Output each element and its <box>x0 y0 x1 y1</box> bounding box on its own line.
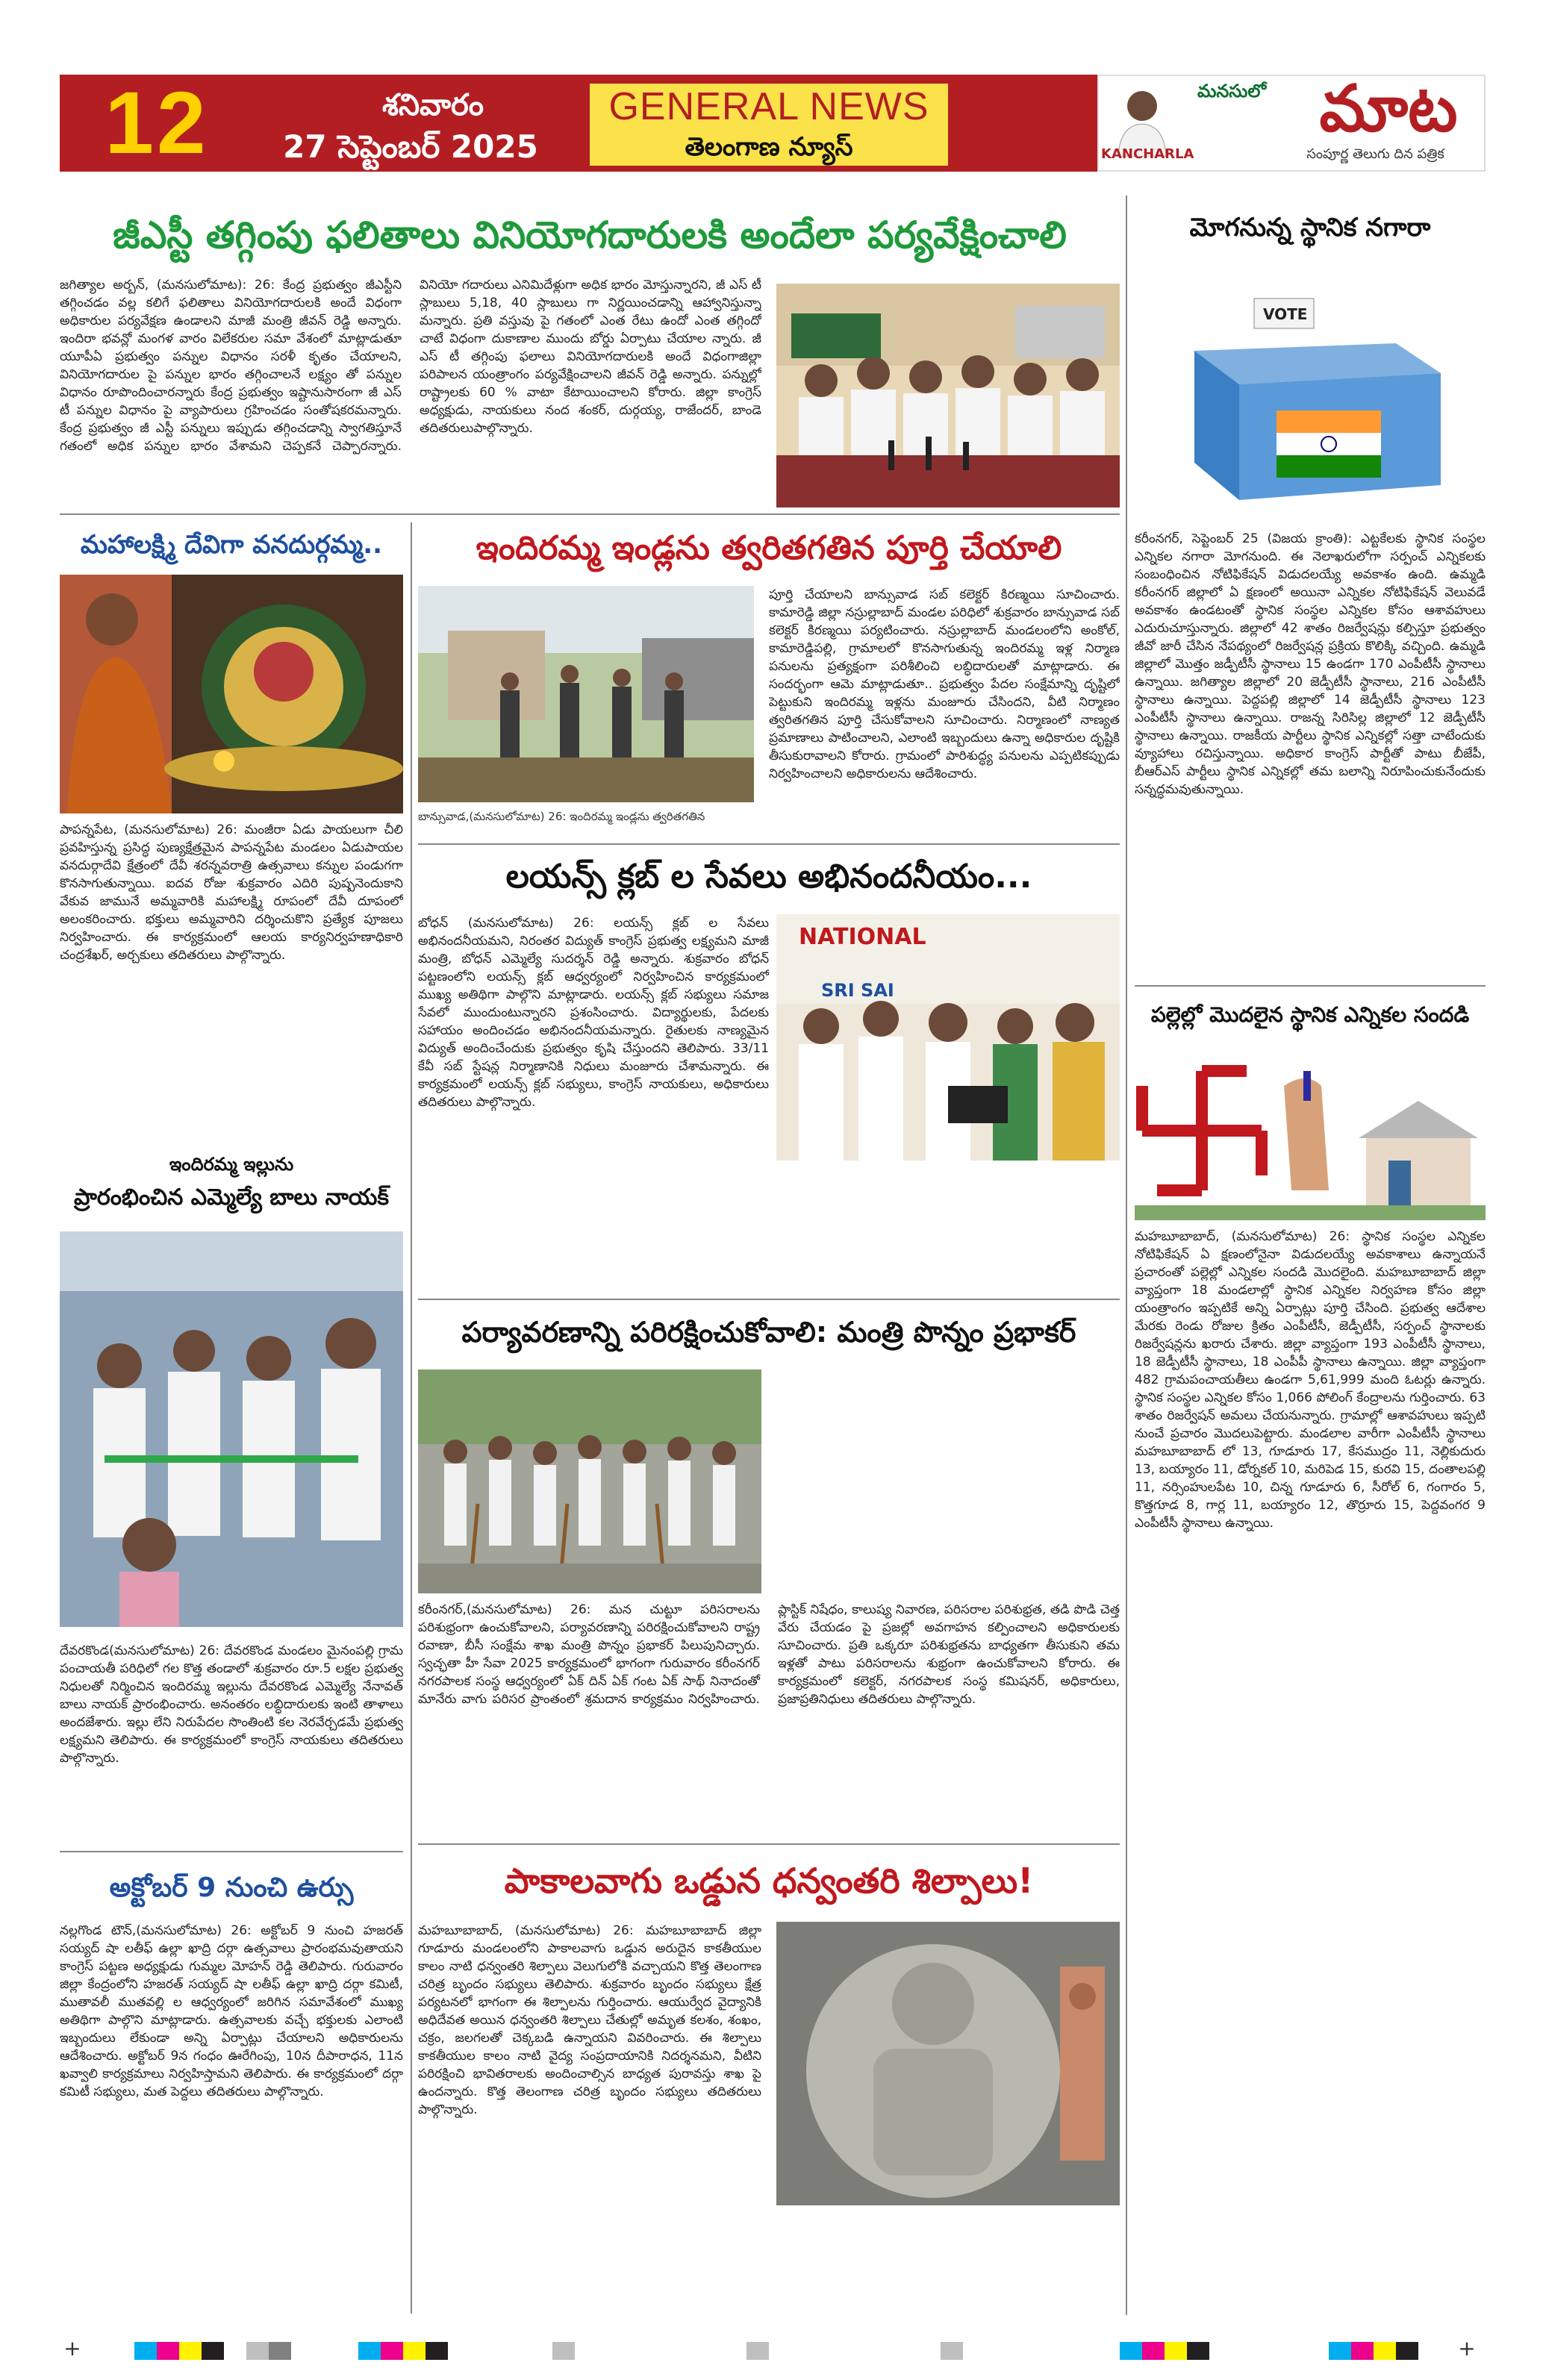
publisher-portrait-icon <box>1112 82 1172 157</box>
indiramma-houses-body: పూర్తి చేయాలని బాన్సువాడ సబ్ కలెక్టర్ కిరణ్మయి సూచించారు. కామారెడ్డి జిల్లా నస్రుల్లాబాద్ మండల పరిధిలో శుక్రవారం బాన్సువాడ సబ్ కలెక్టర్ కిరణ్మయి పర్యటించారు. నస్రుల్లాబాద్ మండలంలోని అంకోల్, కామారెడ్డిపల్లి, గ్రామాలలో కొనసాగుతున్న ఇందిరమ్మ ఇళ్ల నిర్మాణ పనులను ప్రత్యక్షంగా పరిశీలించి లబ్ధిదారులతో మాట్లాడారు. ఈ సందర్భంగా ఆమె మాట్లాడుతూ.. ప్రభుత్వం పేదల సంక్షేమాన్ని దృష్టిలో పెట్టుకుని ఇందిరమ్మ ఇళ్లను మంజూరు చేసిందని, వీటి నిర్మాణం త్వరితగతిన పూర్తి చేసుకోవాలని సూచించారు. నిర్మాణంలో నాణ్యత ప్రమాణాలు పాటించాలని, ఎలాంటి ఇబ్బందులు ఉన్నా అధికారుల దృష్టికి తీసుకురావాలని కోరారు. గ్రామంలో పారిశుద్ధ్య పనులను ఎప్పటికప్పుడు నిర్వహించాలని అధికారులను ఆదేశించారు. <box>769 587 1120 781</box>
house-inspection-photo <box>418 586 754 802</box>
section-subtitle: తెలంగాణ న్యూస్ <box>685 132 853 162</box>
logo-name: KANCHARLA <box>1101 146 1194 162</box>
section-title: GENERAL NEWS <box>608 85 929 128</box>
pakala-headline: పాకాలవాగు ఒడ్డున ధన్వంతరి శిల్పాలు! <box>504 1861 1034 1901</box>
pakala-body: మహబూబాబాద్, (మనసులోమాట) 26: మహబూబాబాద్ జిల్లా గూడూరు మండలంలోని పాకాలవాగు ఒడ్డున అరుదైన కాకతీయుల కాలం నాటి ధన్వంతరి శిల్పాలు వెలుగులోకి వచ్చాయని కొత్త తెలంగాణ చరిత్ర బృందం సభ్యులు తెలిపారు. శుక్రవారం బృందం సభ్యులు క్షేత్ర పర్యటనలో భాగంగా ఈ శిల్పాలను గుర్తించారు. ఆయుర్వేద వైద్యానికి అధిదేవత అయిన ధన్వంతరి శిల్పాలు చేతుల్లో అమృత కలశం, శంఖం, చక్రం, జలగలతో చెక్కబడి ఉన్నాయని వివరించారు. ఈ శిల్పాలు కాకతీయుల కాలం నాటి వైద్య సంప్రదాయానికి నిదర్శనమని, వీటిని పరిరక్షించి భావితరాలకు అందించాల్సిన బాధ్యత పురావస్తు శాఖ పై ఉందన్నారు. కొత్త తెలంగాణ చరిత్ర బృందం సభ్యులు తదితరులు పాల్గొన్నారు. <box>418 1923 761 2117</box>
indiramma-mla-body: దేవరకొండ(మనసులోమాట) 26: దేవరకొండ మండలం మైనంపల్లి గ్రామ పంచాయతీ పరిధిలో గల కొత్త తండాలో శుక్రవారం రూ.5 లక్షల ప్రభుత్వ నిధులతో నిర్మించిన ఇందిరమ్మ ఇల్లును దేవరకొండ ఎమ్మెల్యే నేనావత్ బాలు నాయక్ ప్రారంభించారు. అనంతరం లబ్ధిదారులకు ఇంటి తాళాలు అందజేశారు. ఇల్లు లేని నిరుపేదల సొంతింటి కల నెరవేర్చడమే ప్రభుత్వ లక్ష్యమని తెలిపారు. ఈ కార్యక్రమంలో కాంగ్రెస్ నాయకులు తదితరులు పాల్గొన్నారు. <box>60 1643 403 1766</box>
indiramma-houses-caption: బాన్సువాడ,(మనసులోమాట) 26: ఇందిరమ్మ ఇండ్లను త్వరితగతిన <box>418 810 705 823</box>
row-rule-3 <box>418 1299 1120 1300</box>
gst-headline: జీఎస్టీ తగ్గింపు ఫలితాలు వినియోగదారులకి అందేలా పర్యవేక్షించాలి <box>113 213 1067 257</box>
indiramma-mla-headline: ప్రారంభించిన ఎమ్మెల్యే బాలు నాయక్ <box>74 1184 389 1211</box>
logo-small-text: మనసులో <box>1197 81 1267 101</box>
gst-body: జగిత్యాల అర్బన్, (మనసులోమాట): 26: కేంద్ర ప్రభుత్వం జీఎస్టీని తగ్గించడం వల్ల కలిగే ఫలితాలు వినియోగదారులకి అందే విధంగా అధికారుల పర్యవేక్షణ ఉండాలని మాజీ మంత్రి జీవన్ రెడ్డి అన్నారు. ఇందిరా భవన్లో మంగళ వారం విలేకరుల సమా వేశంలో మాట్లాడుతూ యూపీఏ ప్రభుత్వం పన్నుల విధానం సరళీ కృతం చేయాలని, వినియోగదారుల పై పన్నుల భారం తగ్గించాలనే లక్ష్యం తో పన్నుల విధానం రూపొందించారన్నారు కేంద్ర ప్రభుత్వం ఇష్టానుసారంగా జీ ఎస్ టీ పన్నుల విధానం పై వ్యాపారులు గ్రహించడం సంతోషకరమన్నారు. కేంద్ర ప్రభుత్వం జీ ఎస్టీ పన్నులు ఇప్పుడు తగ్గించడాన్ని స్వాగతిస్తూనే గతంలో అధిక పన్నుల భారం వేశామని చెప్పకనే చెప్పారన్నారు. వినియో గదారులు ఎనిమిదేళ్లుగా అధిక భారం మోస్తున్నారని, జీ ఎస్ టీ స్లాబులు 5,18, 40 స్లాబులు గా నిర్ణయించడాన్ని ఆహ్వానిస్తున్నా మన్నారు. ప్రతి వస్తువు పై గతంలో ఎంత రేటు ఉందో ఎంత తగ్గిందో చాటే విధంగా దుకాణాల ముందు బోర్డు ఏర్పాటు చేయాల న్నారు. జీ ఎస్ టీ తగ్గింపు ఫలాలు వినియోగదారులకి అందే విధంగాజిల్లా పరిపాలన యంత్రాంగం పర్యవేక్షించాలని జీవన్ రెడ్డి అన్నారు. పన్నుల్లో రాష్ట్రాలకు 60 % వాటా కేటాయించాలని కోరారు. జిల్లా కాంగ్రెస్ అధ్యక్షుడు, నాయకులు నంద శంకర్, దుర్గయ్య, రాజేందర్, బాండె తదితరులుపాల్గొన్నారు. <box>60 278 761 454</box>
row-rule-1 <box>60 513 1120 515</box>
dhanvantari-sculpture-photo <box>776 1922 1120 2205</box>
row-rule-6 <box>1135 985 1486 987</box>
lions-headline: లయన్స్ క్లబ్ ల సేవలు అభినందనీయం... <box>505 858 1032 896</box>
environment-headline: పర్యావరణాన్ని పరిరక్షించుకోవాలి: మంత్రి పొన్నం ప్రభాకర్ <box>461 1316 1076 1349</box>
house-opening-photo <box>60 1231 403 1627</box>
page-number: 12 <box>105 74 209 172</box>
row-rule-4 <box>418 1843 1120 1845</box>
lions-body-cont <box>776 1168 1120 1291</box>
indiramma-houses-headline: ఇందిరమ్మ ఇండ్లను త్వరితగతిన పూర్తి చేయాలి <box>476 529 1062 567</box>
vanadurgamma-photo <box>60 575 403 813</box>
local-city-body: కరీంనగర్, సెప్టెంబర్ 25 (విజయ క్రాంతి): ఎట్టకేలకు స్థానిక సంస్థల ఎన్నికల నగారా మోగనుంది. ఈ నెలాఖరులోగా సర్పంచ్ ఎన్నికలకు సంబంధించిన నోటిఫికేషన్ విడుదలయ్యే అవకాశం ఉంది. ఉమ్మడి కరీంనగర్ జిల్లాలో ఏ క్షణంలో అయినా ఎన్నికల నోటిఫికేషన్ వెలువడే అవకాశం ఉండటంతో స్థానిక సంస్థల ఎన్నికల కోసం ఆశావహులు ఎదురుచూస్తున్నారు. జిల్లాలో 42 శాతం రిజర్వేషన్లు కల్పిస్తూ ప్రభుత్వం జీవో జారీ చేసిన నేపథ్యంలో రిజర్వేషన్ల ప్రక్రియ కొలిక్కి వచ్చింది. ఉమ్మడి జిల్లాలో మొత్తం జడ్పీటీసీ స్థానాలు 15 ఉండగా 170 ఎంపీటీసీ స్థానాలు ఉన్నాయి. జగిత్యాల జిల్లాలో 20 జెడ్పీటీసీ స్థానాలు, 216 ఎంపీటీసీ స్థానాలు ఉన్నాయి. పెద్దపల్లి జిల్లాలో 14 జెడ్పీటీసీ స్థానాలు 123 ఎంపీటీసీ స్థానాలు ఉన్నాయి. రాజన్న సిరిసిల్ల జిల్లాలో 12 జెడ్పీటీసీ స్థానాలు ఉన్నాయి. రాజకీయ పార్టీలు స్థానిక ఎన్నికల్లో సత్తా చాటేందుకు వ్యూహాలు రచిస్తున్నాయి. అధికార కాంగ్రెస్ పార్టీతో పాటు బీజేపీ, బీఆర్ఎస్ పార్టీలు స్థానిక ఎన్నికల్లో తమ బలాన్ని నిరూపించుకునేందుకు సన్నద్ధమవుతున్నాయి. <box>1135 531 1486 797</box>
banner-text-3: SRI SAI <box>821 980 894 1001</box>
column-rule-right <box>1126 196 1127 2315</box>
gst-press-meet-photo <box>776 284 1120 507</box>
mahalakshmi-headline: మహాలక్ష్మి దేవిగా వనదుర్గమ్మ.. <box>80 530 383 560</box>
ballot-label: VOTE <box>1263 305 1308 323</box>
banner-text-1: NATIONAL <box>799 924 926 950</box>
row-rule-2 <box>418 843 1120 845</box>
column-rule-left <box>411 522 412 2314</box>
local-city-headline: మోగనున్న స్థానిక నగారా <box>1189 213 1431 243</box>
october9-body: నల్లగొండ టౌన్,(మనసులోమాట) 26: అక్టోబర్ 9 నుంచి హజరత్ సయ్యద్ షా లతీఫ్ ఉల్లా ఖాద్రి దర్గా ఉత్సవాలు ప్రారంభమవుతాయని కాంగ్రెస్ పట్టణ అధ్యక్షుడు గుమ్మల మోహన్ రెడ్డి తెలిపారు. గురువారం జిల్లా కేంద్రంలోని హజరత్ సయ్యద్ షా లతీఫ్ ఉల్లా ఖాద్రి దర్గా కమిటీ, ముతావలీ ముతవల్లి ల ఆధ్వర్యంలో జరిగిన సమావేశంలో ముఖ్య అతిథిగా పాల్గొని మాట్లాడారు. ఉత్సవాలకు వచ్చే భక్తులకు ఎలాంటి ఇబ్బందులు లేకుండా అన్ని ఏర్పాట్లు చేయాలని అధికారులను ఆదేశించారు. అక్టోబర్ 9న గంధం ఊరేగింపు, 10న దీపారాధన, 11న ఖవ్వాలి కార్యక్రమాలు నిర్వహిస్తామని తెలిపారు. ఈ కార్యక్రమంలో దర్గా కమిటీ సభ్యులు, మత పెద్దలు తదితరులు పాల్గొన్నారు. <box>60 1923 403 2099</box>
villages-headline: పల్లెల్లో మొదలైన స్థానిక ఎన్నికల సందడి <box>1150 1002 1470 1027</box>
registration-mark-left: + <box>63 2336 81 2361</box>
registration-mark-right: + <box>1458 2336 1476 2361</box>
lions-club-photo <box>776 914 1120 1161</box>
ballot-box-illustration <box>1135 261 1486 522</box>
issue-date: 27 సెప్టెంబర్ 2025 <box>283 128 538 165</box>
row-rule-5 <box>60 1851 403 1852</box>
issue-day: శనివారం <box>382 88 484 122</box>
environment-body: కరీంనగర్,(మనసులోమాట) 26: మన చుట్టూ పరిసరాలను పరిశుభ్రంగా ఉంచుకోవాలని, పర్యావరణాన్ని పరిరక్షించుకోవాలని రాష్ట్ర రవాణా, బీసీ సంక్షేమ శాఖ మంత్రి పొన్నం ప్రభాకర్ పిలుపునిచ్చారు. స్వచ్ఛతా హీ సేవా 2025 కార్యక్రమంలో భాగంగా గురువారం కరీంనగర్ నగరపాలక సంస్థ ఆధ్వర్యంలో ఏక్ దిన్ ఏక్ గంట ఏక్ సాథ్ నినాదంతో మానేరు వాగు పరిసర ప్రాంతంలో శ్రమదాన కార్యక్రమం నిర్వహించారు. ప్లాస్టిక్ నిషేధం, కాలుష్య నివారణ, పరిసరాల పరిశుభ్రత, తడి పొడి చెత్త వేరు చేయడం పై ప్రజల్లో అవగాహన కల్పించాలని అధికారులకు సూచించారు. ప్రతి ఒక్కరూ పరిశుభ్రతను బాధ్యతగా తీసుకుని తమ ఇళ్లతో పాటు పరిసరాలను శుభ్రంగా ఉంచుకోవాలని కోరారు. ఈ కార్యక్రమంలో కలెక్టర్, నగరపాలక సంస్థ కమిషనర్, అధికారులు, ప్రజాప్రతినిధులు తదితరులు పాల్గొన్నారు. <box>418 1602 1120 1707</box>
logo-tagline: సంపూర్ణ తెలుగు దిన పత్రిక <box>1306 146 1444 162</box>
logo-main-text: మాట <box>1319 72 1458 146</box>
mahalakshmi-body: పాపన్నపేట, (మనసులోమాట) 26: మంజీరా ఏడు పాయలుగా చీలి ప్రవహిస్తున్న ప్రసిద్ధ పుణ్యక్షేత్రమైన పాపన్నపేట మండలం ఏడుపాయల వనదుర్గాదేవి క్షేత్రంలో దేవీ శరన్నవరాత్రి ఉత్సవాలు కన్నుల పండుగగా కొనసాగుతున్నాయి. ఐదవ రోజు శుక్రవారం ఎదిరి పుష్పనెందుకాని వేకువ జామునే అమ్మవారికి మహాలక్ష్మి రూపంలో దేవీ దూపంలో అలంకరించారు. భక్తులు అమ్మవారిని దర్శించుకొని ప్రత్యేక పూజలు నిర్వహించారు. ఈ కార్యక్రమంలో ఆలయ కార్యనిర్వహణాధికారి చంద్రశేఖర్, అర్చకులు తదితరులు పాల్గొన్నారు. <box>60 822 403 963</box>
indiramma-mla-kicker: ఇందిరమ్మ ఇల్లును <box>169 1154 294 1175</box>
election-symbol-photo <box>1135 1041 1486 1220</box>
october9-headline: అక్టోబర్ 9 నుంచి ఉర్సు <box>109 1873 354 1903</box>
lions-body: బోధన్ (మనసులోమాట) 26: లయన్స్ క్లబ్ ల సేవలు అభినందనీయమని, నిరంతర విద్యుత్ కాంగ్రెస్ ప్రభుత్వ లక్ష్యమని మాజీ మంత్రి, బోధన్ ఎమ్మెల్యే సుదర్శన్ రెడ్డి అన్నారు. శుక్రవారం బోధన్ పట్టణంలోని లయన్స్ క్లబ్ ఆధ్వర్యంలో నిర్వహించిన కార్యక్రమంలో ముఖ్య అతిథిగా పాల్గొని మాట్లాడారు. లయన్స్ క్లబ్ సభ్యులు సమాజ సేవలో ముందుంటున్నారని ప్రశంసించారు. విద్యార్థులకు, పేదలకు సహాయం అందించడం అభినందనీయమన్నారు. రైతులకు నాణ్యమైన విద్యుత్ అందించేందుకు ప్రభుత్వం కృషి చేస్తుందని తెలిపారు. 33/11 కేవీ సబ్ స్టేషన్ల నిర్మాణానికి నిధులు మంజూరు చేశామన్నారు. ఈ కార్యక్రమంలో లయన్స్ క్లబ్ సభ్యులు, కాంగ్రెస్ నాయకులు, అధికారులు తదితరులు పాల్గొన్నారు. <box>418 916 769 1110</box>
villages-body: మహబూబాబాద్, (మనసులోమాట) 26: స్థానిక సంస్థల ఎన్నికల నోటిఫికేషన్ ఏ క్షణంలోనైనా విడుదలయ్యే అవకాశాలు ఉన్నాయనే ప్రచారంతో పల్లెల్లో ఎన్నికల సందడి మొదలైంది. మహబూబాబాద్ జిల్లా వ్యాప్తంగా 18 మండలాల్లో స్థానిక ఎన్నికల నిర్వహణ కోసం జిల్లా యంత్రాంగం ఇప్పటికే అన్ని ఏర్పాట్లు పూర్తి చేసింది. ప్రభుత్వ ఆదేశాల మేరకు రెండు రోజుల క్రితం ఎంపీటీసీ, జెడ్పీటీసీ, సర్పంచ్ స్థానాలకు రిజర్వేషన్లను ఖరారు చేశారు. జిల్లా వ్యాప్తంగా 193 ఎంపీటీసీ స్థానాలు, 18 జెడ్పీటీసీ స్థానాలు, 18 ఎంపీపీ స్థానాలు ఉన్నాయి. జిల్లా వ్యాప్తంగా 482 గ్రామపంచాయతీలు ఉండగా 5,61,999 మంది ఓటర్లు ఉన్నారు. స్థానిక సంస్థల ఎన్నికల కోసం 1,066 పోలింగ్ కేంద్రాలను గుర్తించారు. 63 శాతం రిజర్వేషన్ అమలు చేయనున్నారు. గ్రామాల్లో ఆశావహులు ఇప్పటి నుంచే ప్రచారం మొదలుపెట్టారు. మండలాల వారీగా ఎంపీటీసీ స్థానాలు మహబూబాబాద్ లో 13, గూడూరు 17, కేసముద్రం 11, నెల్లికుదురు 13, బయ్యారం 11, డోర్నకల్ 10, మరిపెడ 15, కురవి 15, దంతాలపల్లి 11, నర్సింహులపేట 10, చిన్న గూడూరు 6, సీరోల్ 6, గంగారం 5, కొత్తగూడ 8, గార్ల 11, బయ్యారం 12, తొర్రూరు 15, పెద్దవంగర 9 ఎంపీటీసీ స్థానాలు ఉన్నాయి. <box>1135 1229 1486 1531</box>
cleanliness-drive-photo <box>418 1369 761 1593</box>
